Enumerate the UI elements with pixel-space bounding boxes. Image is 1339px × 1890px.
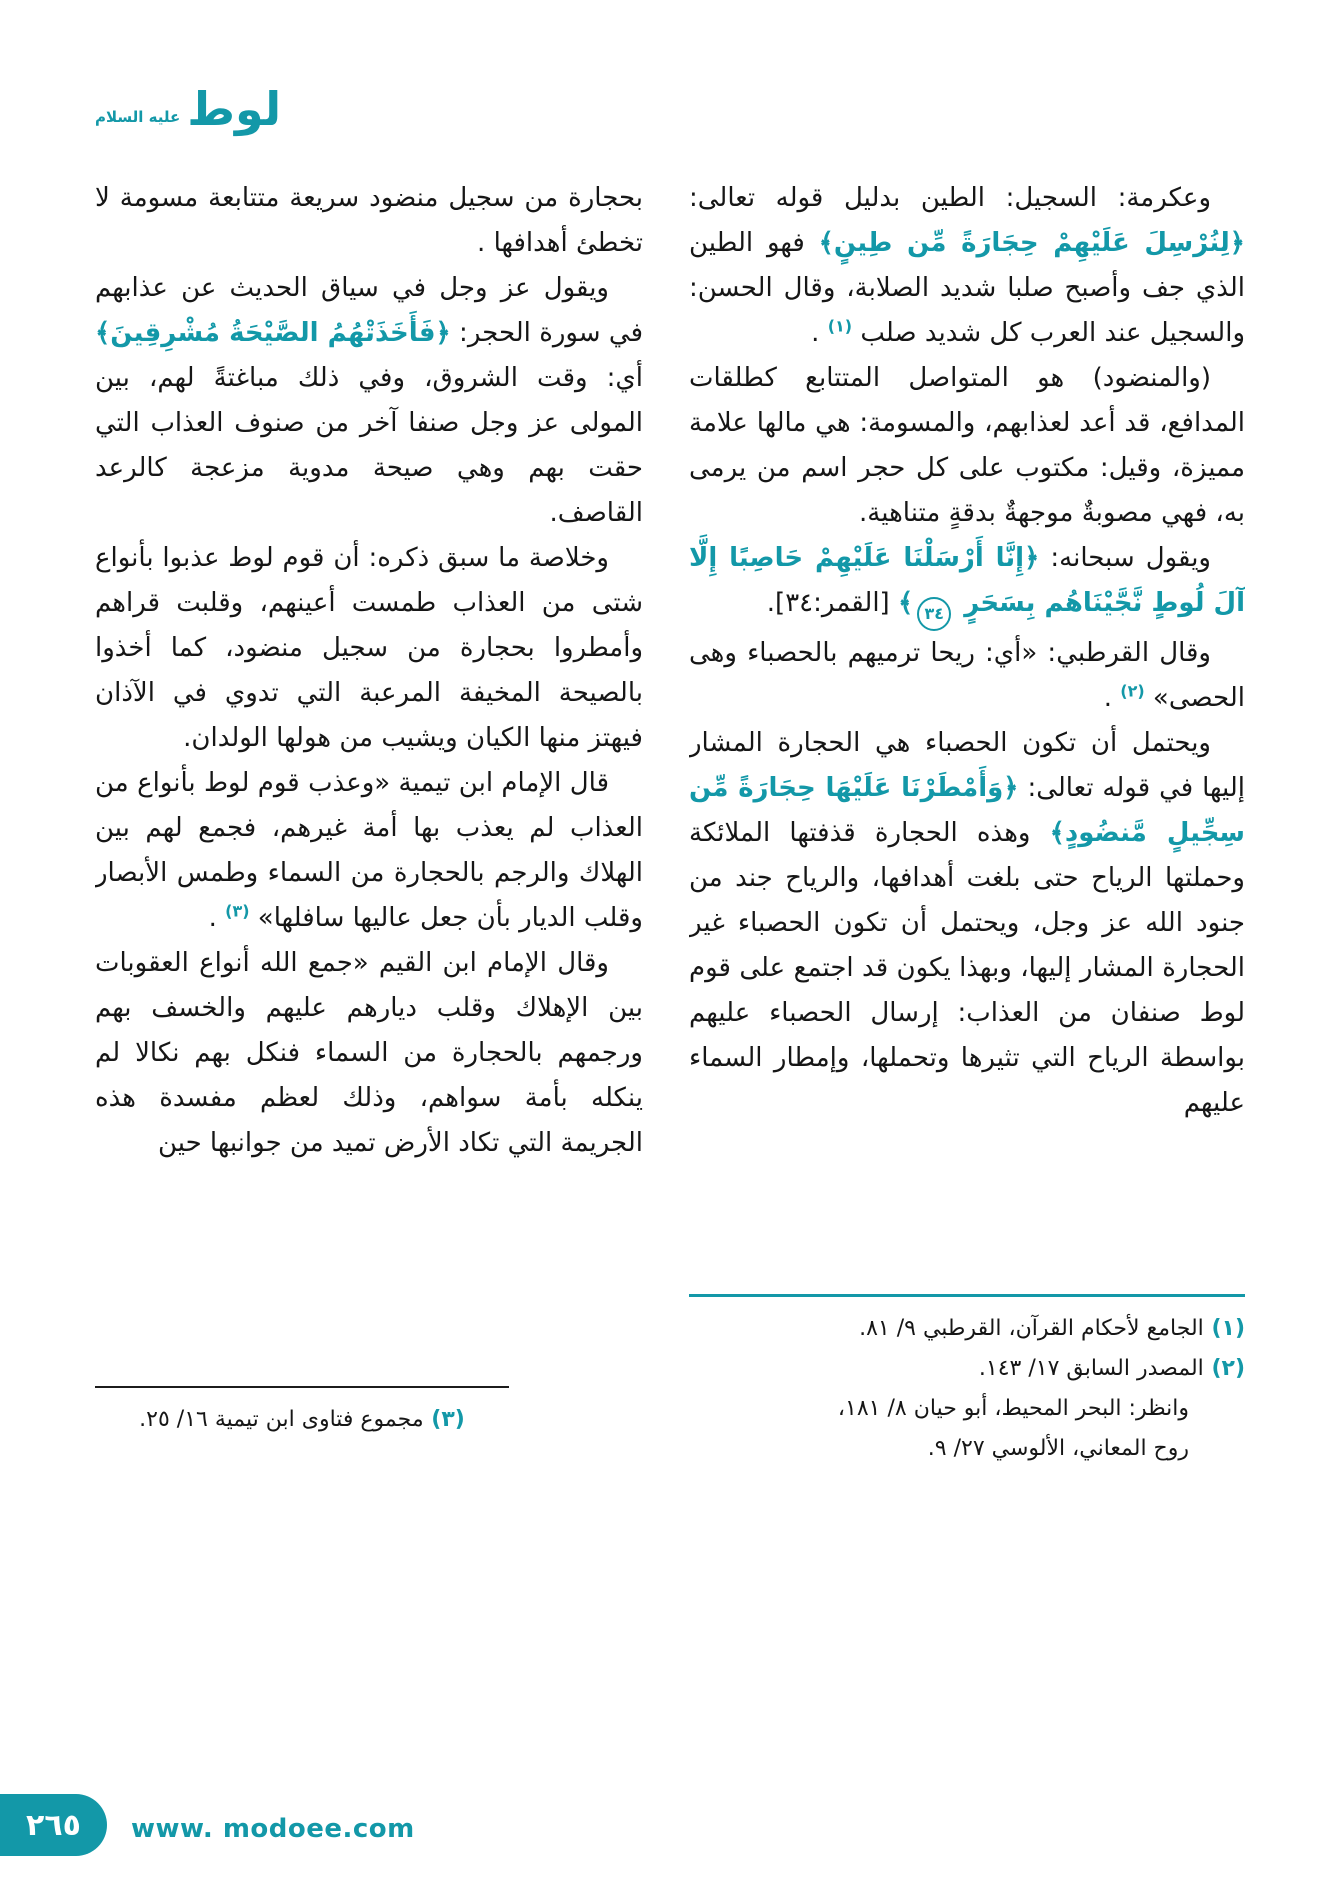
text-run: . — [811, 318, 828, 348]
footnote-marker: (٣) — [423, 1407, 465, 1432]
column-right-text — [689, 176, 1245, 1126]
website-url[interactable]: www. modoee.com — [131, 1814, 415, 1844]
footnote-line — [689, 1349, 1245, 1389]
text-run: وقال الإمام ابن القيم «جمع الله أنواع العقوبات بين الإهلاك وقلب ديارهم عليهم والخسف بهم ورجمهم بالحجارة من السماء فنكل بهم نكالا لم ينكله بأمة سواهم، وذلك لعظم مفسدة هذه الجريمة التي تكاد الأرض تميد من جوانبها حين — [95, 948, 643, 1158]
text-run: . — [1103, 682, 1121, 713]
page-number: ٢٦٥ — [26, 1807, 81, 1843]
paragraph — [95, 176, 643, 266]
paragraph — [689, 536, 1245, 631]
text-run: أي: وقت الشروق، وفي ذلك مباغتةً لهم، بين المولى عز وجل صنفا آخر من صنوف العذاب التي حقت بهم وهي صيحة مدوية مزعجة كالرعد القاصف. — [95, 363, 643, 528]
text-run: وعكرمة: السجيل: الطين بدليل قوله تعالى: — [689, 183, 1211, 213]
footnote-text: مجموع فتاوى ابن تيمية ١٦/ ٢٥. — [139, 1407, 424, 1432]
footnote-text: المصدر السابق ١٧/ ١٤٣. — [978, 1356, 1204, 1381]
footnote-line — [689, 1429, 1245, 1469]
paragraph — [95, 536, 643, 761]
text-run: . — [208, 903, 226, 933]
text-run: ويقول سبحانه: — [1039, 543, 1211, 573]
text-run: قال الإمام ابن تيمية «وعذب قوم لوط بأنواع من العذاب لم يعذب بها أمة غيرهم، فجمع لهم بين الهلاك والرجم بالحجارة من السماء وطمس الأبصار وقلب الديار بأن جعل عاليها سافلها» — [95, 768, 643, 933]
column-left-text — [95, 176, 643, 1166]
quran-verse: ﴿إِنَّا أَرْسَلْنَا عَلَيْهِمْ حَاصِبًا إِلَّا آلَ لُوطٍ نَّجَّيْنَاهُم بِسَحَرٍ — [689, 543, 1245, 618]
paragraph — [95, 941, 643, 1166]
footnote-line — [95, 1402, 509, 1438]
footnote-ref: (٢) — [1120, 680, 1145, 700]
quran-verse: ﴿وَأَمْطَرْنَا عَلَيْهَا حِجَارَةً مِّن سِجِّيلٍ مَّنضُودٍ﴾ — [689, 772, 1245, 848]
text-run: وخلاصة ما سبق ذكره: أن قوم لوط عذبوا بأنواع شتى من العذاب طمست أعينهم، وقلبت قراهم وأمطروا بحجارة من سجيل منضود، كما أخذوا بالصيحة المخيفة المرعبة التي تدوي في الآذان فيهتز منها الكيان ويشيب من هولها الولدان. — [95, 543, 643, 753]
footnote-marker: (٢) — [1203, 1356, 1245, 1381]
column-left-footnotes — [95, 1386, 509, 1438]
footnote-ref: (٣) — [225, 901, 250, 921]
text-run: فهو الطين الذي جف وأصبح صلبا شديد الصلابة، وقال الحسن: والسجيل عند العرب كل شديد صلب — [689, 228, 1245, 348]
text-run: (والمنضود) هو المتواصل المتتابع كطلقات المدافع، قد أعد لعذابهم، والمسومة: هي مالها علامة مميزة، وقيل: مكتوب على كل حجر اسم من يرمى به، فهي مصوبةٌ موجهةٌ بدقةٍ متناهية. — [689, 363, 1245, 528]
footnote-line — [689, 1389, 1245, 1429]
column-right-footnotes — [689, 1294, 1245, 1469]
paragraph — [689, 631, 1245, 721]
text-run: ويحتمل أن تكون الحصباء هي الحجارة المشار إليها في قوله تعالى: — [689, 727, 1245, 803]
footnote-text: روح المعاني، الألوسي ٢٧/ ٩. — [927, 1436, 1189, 1461]
text-run: [القمر:٣٤]. — [766, 588, 898, 618]
footnote-text: الجامع لأحكام القرآن، القرطبي ٩/ ٨١. — [859, 1316, 1204, 1341]
chapter-subtitle: عليه السلام — [95, 108, 181, 126]
quran-verse: ﴾ — [897, 588, 914, 618]
footnote-ref: (١) — [827, 316, 853, 336]
text-run: وقال القرطبي: «أي: ريحا ترميهم بالحصباء وهى الحصى» — [689, 637, 1245, 713]
paragraph — [689, 356, 1245, 536]
quran-verse: ﴿فَأَخَذَتْهُمُ الصَّيْحَةُ مُشْرِقِينَ﴾ — [95, 318, 451, 348]
paragraph — [689, 176, 1245, 356]
quran-verse: ﴿لِنُرْسِلَ عَلَيْهِمْ حِجَارَةً مِّن طِينٍ﴾ — [818, 228, 1245, 258]
text-run: ويقول عز وجل في سياق الحديث عن عذابهم في سورة الحجر: — [95, 273, 643, 348]
chapter-title: لوط — [187, 82, 282, 136]
footnote-marker: (١) — [1203, 1316, 1245, 1341]
paragraph — [95, 761, 643, 941]
chapter-header-logo — [95, 82, 282, 136]
page-number-tab — [0, 1794, 107, 1856]
footnote-text: وانظر: البحر المحيط، أبو حيان ٨/ ١٨١، — [837, 1396, 1189, 1421]
text-run: وهذه الحجارة قذفتها الملائكة وحملتها الرياح حتى بلغت أهدافها، والرياح جند من جنود الله عز وجل، ويحتمل أن تكون الحصباء غير الحجارة المشار إليها، وبهذا يكون قد اجتمع على قوم لوط صنفان من العذاب: إرسال الحصباء عليهم بواسطة الرياح التي تثيرها وتحملها، وإمطار السماء عليهم — [689, 817, 1245, 1118]
footnote-line — [689, 1309, 1245, 1349]
text-run: بحجارة من سجيل منضود سريعة متتابعة مسومة لا تخطئ أهدافها . — [95, 183, 643, 258]
paragraph — [95, 266, 643, 536]
ayah-number: ٣٤ — [917, 597, 951, 631]
paragraph — [689, 721, 1245, 1126]
